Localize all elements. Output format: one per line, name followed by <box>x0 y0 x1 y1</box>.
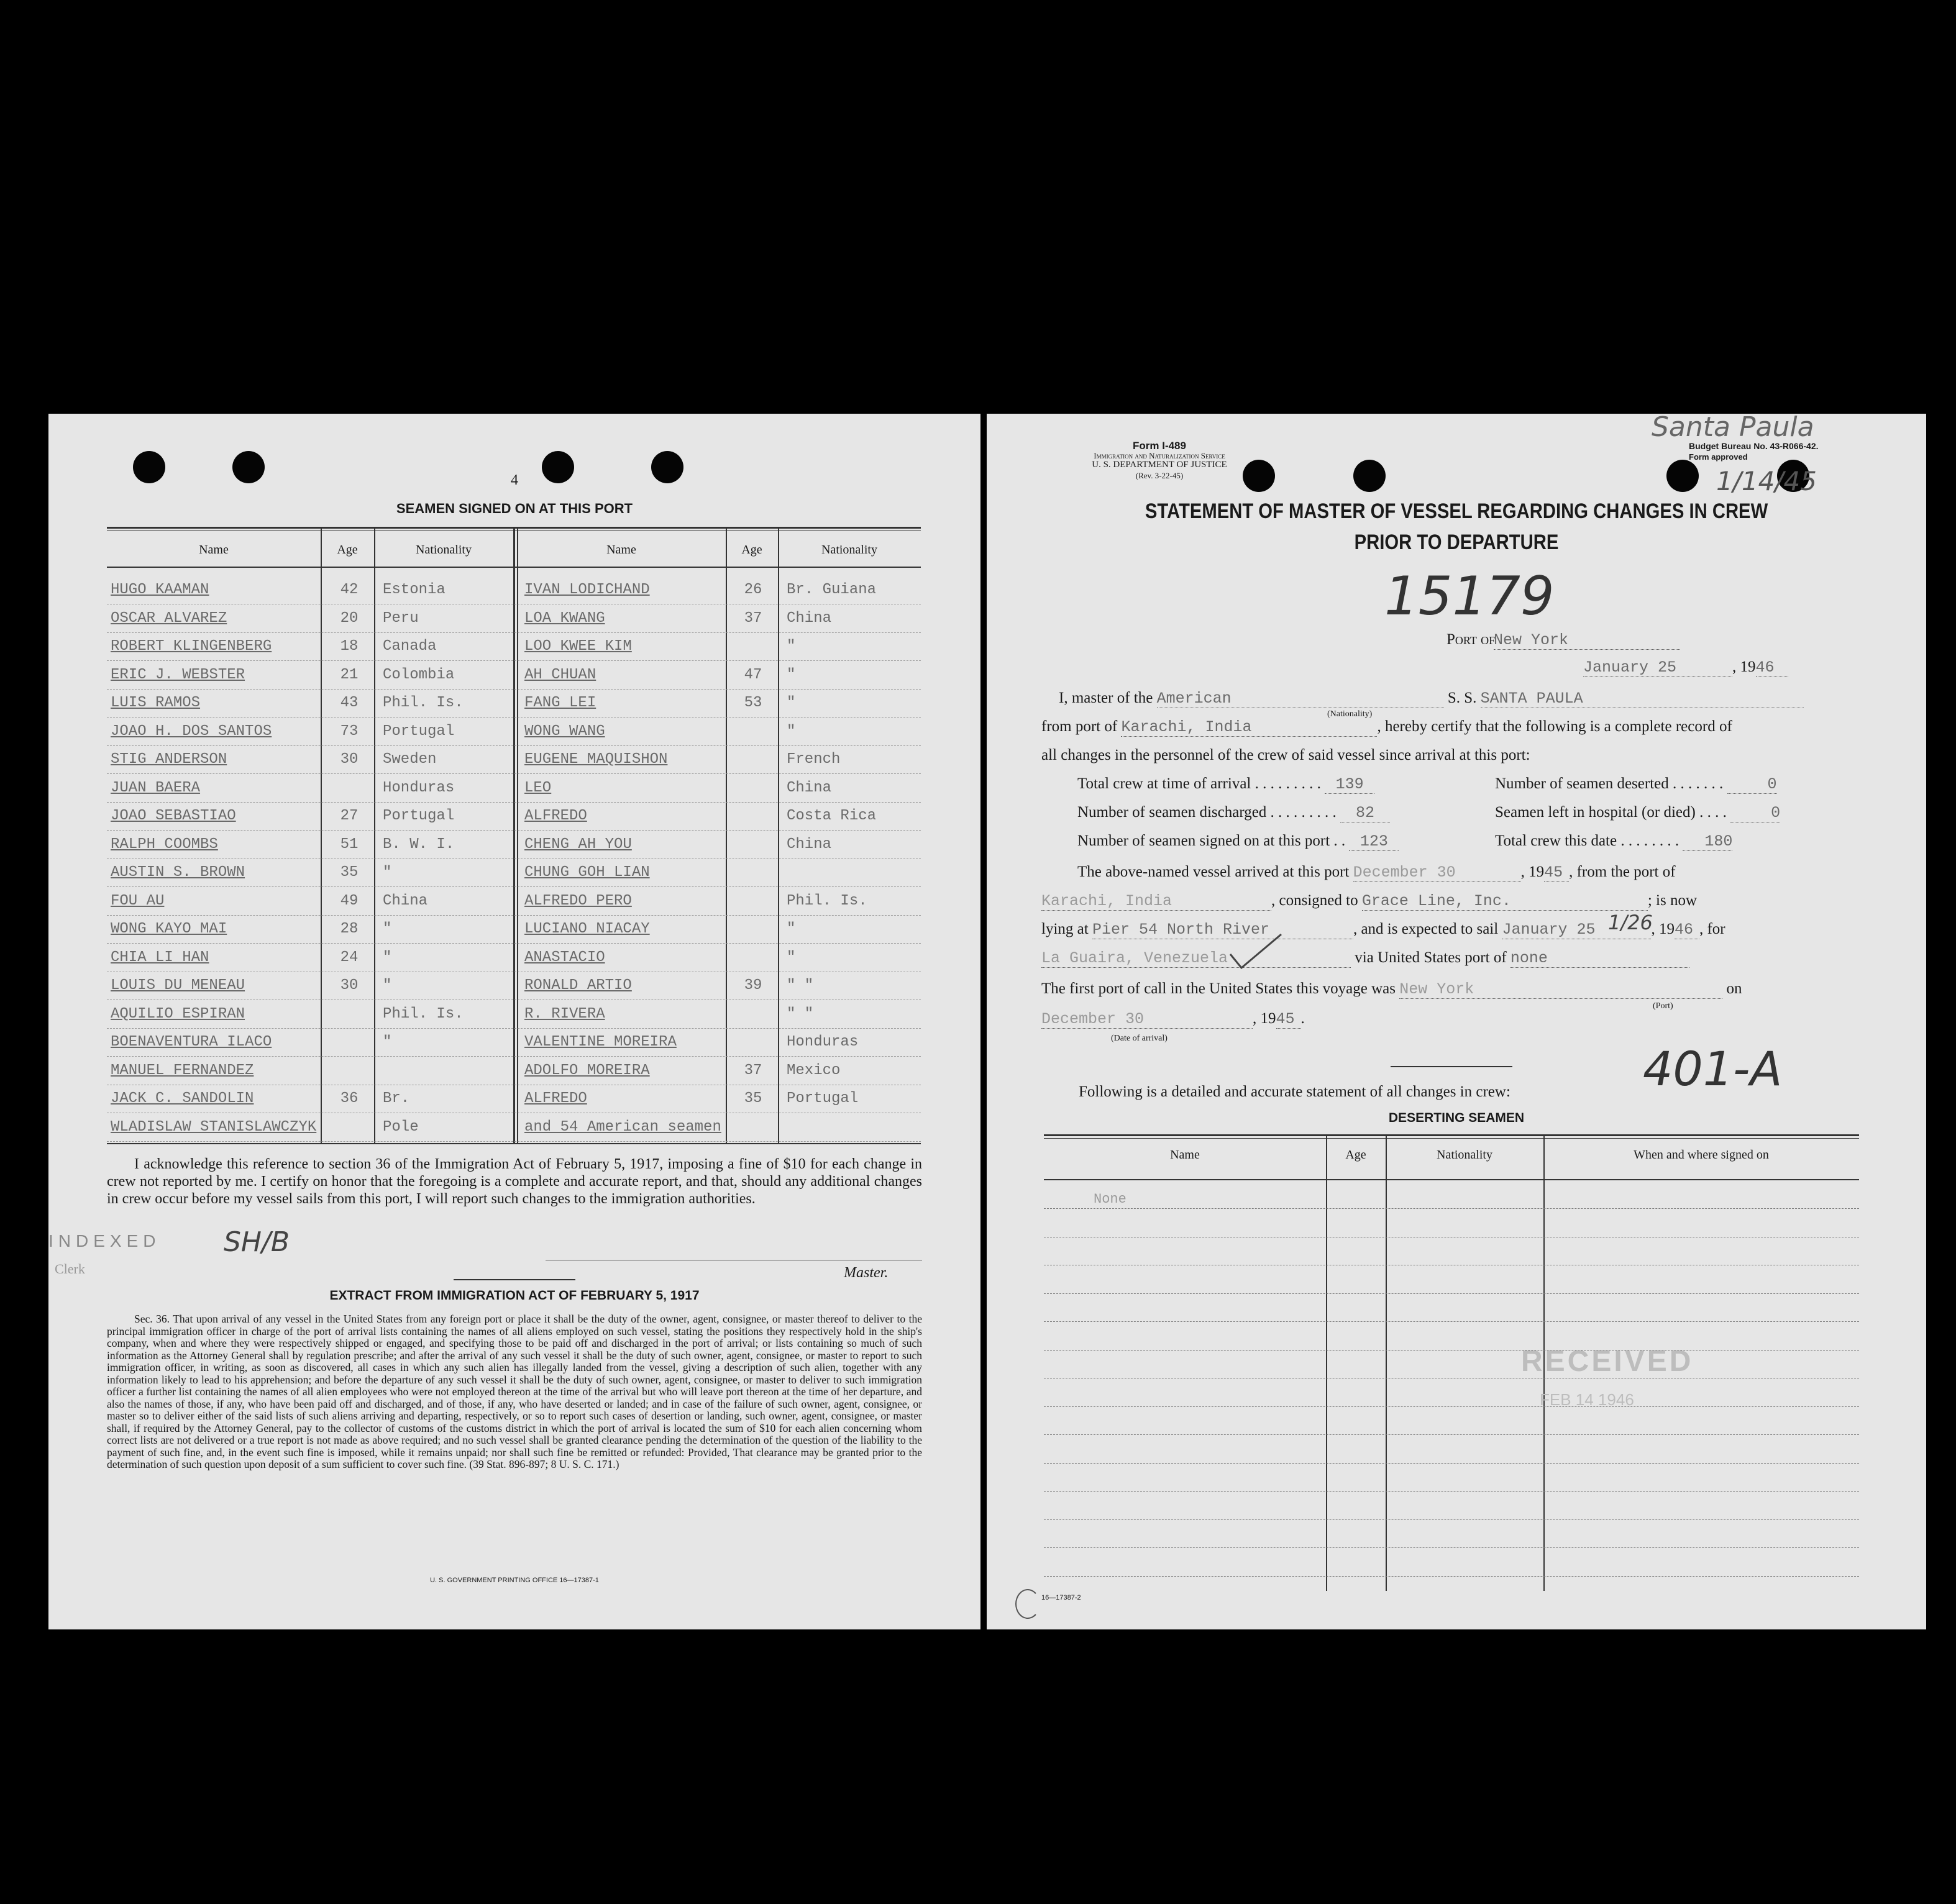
master-label: Master. <box>844 1265 889 1281</box>
crew-nationality: Phil. Is. <box>383 695 464 711</box>
extract-text: Sec. 36. That upon arrival of any vessel in the United States from any foreign port or place it shall be the duty of the owner, agent, consignee, or master thereof to deliver to the principal immigration officer in charge of the port of arrival lists containing the names of all aliens employed on such vessel, stating the positions they respectively hold in the ship's company, when and where they were respectively shipped or engaged, and specifying those to be paid off and discharged in the port of arrival; or lists containing so much of such information as the Attorney General shall by regulation prescribe; and after the arrival of any such vessel it shall be the duty of such owner, agent, consignee, or master to report to such immigration officer, in writing, as soon as discovered, all cases in which any such alien has illegally landed from the vessel, giving a description of such alien, together with any information likely to lead to his apprehension; and before the departure of any such vessel it shall be the duty of such owner, agent, consignee, or master to deliver to such immigration officer a further list containing the names of all alien employees who were not employed thereon at the time of the arrival but who will leave port thereon at the time of her departure, and also the names of those, if any, who have been paid off and discharged, and of those, if any, who have deserted or landed; and in case of the failure of such owner, agent, consignee, or master so to deliver either of the said lists of such aliens arriving and departing, respectively, or so to report such cases of desertion or landing, such owner, agent, consignee, or master shall, if required by the Attorney General, pay to the collector of customs of the customs district in which the port of arrival is located the sum of $10 for each alien concerning whom correct lists are not delivered or a true report is not made as above required; and no such vessel shall be granted clearance pending the determination of the question of the liability to the payment of such fine, and, in the event such fine is imposed, while it remains unpaid; nor shall such fine be remitted or refunded: Provided, That clearance may be granted prior to the determination of such question upon deposit of a sum sufficient to cover such fine. (39 Stat. 896-897; 8 U. S. C. 171.) <box>107 1313 922 1470</box>
table-row <box>107 632 921 661</box>
ss-label: S. S. <box>1447 690 1477 706</box>
crew-table <box>107 527 921 1144</box>
handwritten-code: 401-A <box>1643 1041 1783 1096</box>
right-page: Form I-489 Immigration and Naturalization Service U. S. DEPARTMENT OF JUSTICE (Rev. 3-22-45) Budget Bureau No. 43-R066-42. Form approved Santa Paula 1/14/45 STATEMENT OF MASTER OF VESSEL REGARDING CHANGES IN CREW PRIOR TO DEPARTURE 15179 Port of New York January 25 , 1946 I, master of the American S. S. SANTA PAULA (Nationality) from port of Karachi, India , hereby certify that the following is a complete record of all changes in the personnel of the crew of said vessel since arrival at this port: Total crew at time of arrival . . . . . . . . . 139 Number of seamen discharged . . . . . . . . . 82 Number of seamen signed on at this port . . 123 Number of seamen deserted . . . . . . . 0 Seamen left in hospital (or died) . . . . 0 Total crew this date . . . . . . . . 180 The above-named vessel arrived at this port December 30 , 1945 , from the port of Karachi, India , consigned to Grace Line, Inc. ; is now lying at Pier 54 North River , and is expected to sail January 25 , 1946 , for 1/26 La Guaira, Venezuela via United States port of none The first port of call in the United States this voyage was New York on (Port) December 30 , 1945 . (Date of arrival) Following is a detailed and accurate statement of all changes in crew: 401-A DESERTING SEAMEN Name Age Nationality When and where signed on None RECEIVED FEB 14 1946 16—17387-2 <box>987 414 1926 1629</box>
crew-nationality: Pole <box>383 1118 419 1136</box>
crew-name: LEO <box>524 779 552 796</box>
port-label: Port of <box>1446 631 1496 648</box>
handwritten-date: 1/14/45 <box>1716 466 1817 496</box>
crew-name: RALPH COOMBS <box>111 836 218 853</box>
crew-name: CHIA LI HAN <box>111 949 209 966</box>
total-this-date-value: 180 <box>1683 832 1732 851</box>
crew-name: R. RIVERA <box>524 1005 605 1023</box>
sail-date-value: January 25 <box>1502 921 1651 939</box>
crew-name: LUIS RAMOS <box>111 695 201 711</box>
crew-nationality: Mexico <box>787 1062 841 1079</box>
crew-nationality: Portugal <box>383 808 455 824</box>
crew-name: LOO KWEE KIM <box>524 638 632 655</box>
total-crew-arrival-label: Total crew at time of arrival <box>1077 775 1251 792</box>
crew-nationality: B. W. I. <box>383 836 455 853</box>
crew-nationality: " " <box>787 1005 814 1023</box>
crew-name: JUAN BAERA <box>111 779 201 796</box>
crew-age: 42 <box>340 581 359 598</box>
certify-text: , hereby certify that the following is a complete record of <box>1377 718 1732 735</box>
page-number: 4 <box>511 472 518 488</box>
column-header: Name <box>1170 1148 1200 1162</box>
crew-name: ROBERT KLINGENBERG <box>111 638 272 655</box>
handwritten-sail-date: 1/26 <box>1608 911 1653 934</box>
table-row <box>107 745 921 774</box>
crew-name: ANASTACIO <box>524 949 605 966</box>
crew-nationality: Costa Rica <box>787 808 877 824</box>
deserting-row-line <box>1044 1293 1859 1294</box>
crew-name: LOA KWANG <box>524 609 605 627</box>
crew-name: VALENTINE MOREIRA <box>524 1034 677 1050</box>
extract-title: EXTRACT FROM IMMIGRATION ACT OF FEBRUARY 5, 1917 <box>329 1288 700 1303</box>
on-label: on <box>1726 980 1742 997</box>
date-of-arrival-caption: (Date of arrival) <box>1111 1034 1168 1043</box>
table-row <box>107 914 921 944</box>
crew-nationality: Canada <box>383 638 437 655</box>
deserting-row-line <box>1044 1490 1859 1492</box>
crew-name: JOAO H. DOS SANTOS <box>111 722 272 740</box>
table-row <box>107 830 921 859</box>
nationality-value: American <box>1157 690 1444 708</box>
received-stamp-date: FEB 14 1946 <box>1540 1390 1634 1409</box>
crew-name: LUCIANO NIACAY <box>524 921 650 937</box>
total-crew-arrival-value: 139 <box>1325 775 1374 794</box>
deserting-row-line <box>1044 1236 1859 1237</box>
table-row <box>107 688 921 717</box>
nationality-caption: (Nationality) <box>1327 709 1373 719</box>
column-header: Nationality <box>821 543 877 557</box>
crew-nationality: Br. <box>383 1090 410 1107</box>
handwritten-initials: SH/B <box>224 1226 290 1258</box>
total-this-date-label: Total crew this date <box>1495 832 1617 849</box>
first-arrival-date-value: December 30 <box>1041 1010 1253 1029</box>
port-caption: (Port) <box>1653 1001 1673 1011</box>
for-label: , for <box>1699 921 1725 937</box>
deserting-row-line <box>1044 1321 1859 1322</box>
divider-rule <box>454 1279 575 1280</box>
deserted-value: 0 <box>1727 775 1777 794</box>
crew-name: ALFREDO <box>524 1090 587 1107</box>
deserting-row-line <box>1044 1434 1859 1435</box>
following-text: Following is a detailed and accurate statement of all changes in crew: <box>1079 1083 1510 1100</box>
crew-nationality: " <box>787 666 796 683</box>
table-row <box>107 1084 921 1113</box>
deserted-label: Number of seamen deserted <box>1495 775 1669 792</box>
acknowledgement-text: I acknowledge this reference to section 36 of the Immigration Act of February 5, 1917, imposing a fine of $10 for each change in crew not reported by me. I certify on honor that the foregoing is a complete and accurate report, and that, should any additional changes in crew occur before my vessel sails from this port, I will report such changes to the immigration authorities. <box>107 1156 922 1207</box>
crew-age: 20 <box>340 609 359 627</box>
table-row <box>107 660 921 690</box>
crew-name: ALFREDO PERO <box>524 892 632 909</box>
column-header: Age <box>741 543 762 557</box>
punch-hole <box>1666 460 1699 492</box>
signed-on-value: 123 <box>1349 832 1399 851</box>
crew-name: JOAO SEBASTIAO <box>111 808 236 824</box>
printer-line: 16—17387-2 <box>1041 1594 1081 1601</box>
revision-line: (Rev. 3-22-45) <box>1135 471 1184 480</box>
crew-nationality: Sweden <box>383 751 437 768</box>
crew-nationality: Phil. Is. <box>383 1005 464 1023</box>
crew-age: 21 <box>340 666 359 683</box>
deserting-row-line <box>1044 1519 1859 1520</box>
department-line: U. S. DEPARTMENT OF JUSTICE <box>1092 460 1227 470</box>
crew-name: ERIC J. WEBSTER <box>111 666 245 683</box>
crew-name: CHUNG GOH LIAN <box>524 864 650 881</box>
lying-at-label: lying at <box>1041 921 1089 937</box>
expected-label: , and is expected to sail <box>1353 921 1499 937</box>
signed-on-label: Number of seamen signed on at this port <box>1077 832 1330 849</box>
crew-nationality: Phil. Is. <box>787 892 867 909</box>
margin-mark <box>1015 1589 1040 1619</box>
crew-age: 26 <box>744 581 762 598</box>
crew-age: 37 <box>744 1062 762 1079</box>
crew-name: FOU AU <box>111 892 165 909</box>
via-label: via United States port of <box>1355 949 1507 966</box>
deserting-row-line <box>1044 1264 1859 1265</box>
year-value: 46 <box>1756 658 1788 677</box>
first-port-value: New York <box>1399 980 1722 999</box>
crew-name: LOUIS DU MENEAU <box>111 977 245 994</box>
checkmark-icon <box>1228 933 1284 970</box>
column-header: Age <box>1345 1148 1366 1162</box>
crew-age: 73 <box>340 722 359 740</box>
crew-age: 27 <box>340 808 359 824</box>
destination-value: La Guaira, Venezuela <box>1041 949 1351 968</box>
table-row <box>107 943 921 972</box>
deserting-row-line <box>1044 1208 1859 1209</box>
crew-name: WONG WANG <box>524 722 605 740</box>
deserting-row-line <box>1044 1547 1859 1548</box>
agency-line: Immigration and Naturalization Service <box>1094 451 1225 460</box>
crew-nationality: " <box>383 1034 392 1050</box>
from-port-of-label: , from the port of <box>1569 863 1676 880</box>
table-row <box>107 801 921 831</box>
deserting-row-line <box>1044 1575 1859 1577</box>
column-header: When and where signed on <box>1634 1148 1769 1162</box>
is-now-label: ; is now <box>1647 892 1698 909</box>
crew-name: EUGENE MAQUISHON <box>524 751 668 768</box>
crew-nationality: Estonia <box>383 581 446 598</box>
arrived-from-value: Karachi, India <box>1041 892 1271 911</box>
column-divider <box>1326 1134 1327 1591</box>
column-header: Nationality <box>1437 1148 1492 1162</box>
via-port-value: none <box>1510 949 1689 968</box>
crew-nationality: " <box>383 864 392 881</box>
crew-age: 35 <box>744 1090 762 1107</box>
hospital-value: 0 <box>1730 804 1780 822</box>
crew-age: 53 <box>744 695 762 711</box>
deserting-entry: None <box>1094 1191 1127 1207</box>
table-row <box>107 604 921 633</box>
deserting-row-line <box>1044 1406 1859 1407</box>
consigned-label: , consigned to <box>1271 892 1358 909</box>
crew-name: RONALD ARTIO <box>524 977 632 994</box>
column-header: Name <box>199 543 229 557</box>
crew-name: FANG LEI <box>524 695 596 711</box>
column-divider <box>1386 1134 1387 1591</box>
crew-age: 28 <box>340 921 359 937</box>
crew-name: AQUILIO ESPIRAN <box>111 1005 245 1023</box>
indexed-stamp-clerk: Clerk <box>55 1261 85 1277</box>
column-header: Name <box>606 543 636 557</box>
port-value: New York <box>1494 631 1680 650</box>
crew-name: BOENAVENTURA ILACO <box>111 1034 272 1050</box>
crew-name: WONG KAYO MAI <box>111 921 227 937</box>
sail-year-value: 46 <box>1675 921 1699 939</box>
crew-age: 24 <box>340 949 359 966</box>
from-port-label: from port of <box>1041 718 1118 735</box>
section-title: SEAMEN SIGNED ON AT THIS PORT <box>396 501 633 516</box>
lying-at-value: Pier 54 North River <box>1092 921 1353 939</box>
header-rule <box>1044 1179 1859 1180</box>
table-top-rule <box>1044 1134 1859 1136</box>
table-row <box>107 773 921 803</box>
crew-nationality: China <box>383 892 428 909</box>
hospital-label: Seamen left in hospital (or died) <box>1495 804 1696 821</box>
discharged-label: Number of seamen discharged <box>1077 804 1267 821</box>
crew-age: 49 <box>340 892 359 909</box>
table-row <box>107 858 921 887</box>
column-header: Nationality <box>416 543 472 557</box>
left-page <box>48 414 980 1629</box>
table-row <box>107 886 921 916</box>
year-prefix: , 19 <box>1732 658 1756 675</box>
crew-nationality: Portugal <box>383 722 455 740</box>
crew-name: JACK C. SANDOLIN <box>111 1090 254 1107</box>
crew-nationality: " <box>383 921 392 937</box>
crew-name: STIG ANDERSON <box>111 751 227 768</box>
crew-nationality: China <box>787 609 832 627</box>
crew-name: OSCAR ALVAREZ <box>111 609 227 627</box>
crew-age: 47 <box>744 666 762 683</box>
deserting-row-line <box>1044 1349 1859 1351</box>
crew-nationality: " <box>787 638 796 655</box>
crew-age: 43 <box>340 695 359 711</box>
table-row <box>107 1056 921 1085</box>
crew-age: 39 <box>744 977 762 994</box>
deserting-table <box>1044 1134 1859 1591</box>
arrived-year-value: 45 <box>1544 863 1569 882</box>
form-number: Form I-489 <box>1133 440 1186 452</box>
form-approved: Form approved <box>1689 452 1748 462</box>
crew-name: IVAN LODICHAND <box>524 581 650 598</box>
form-subtitle: PRIOR TO DEPARTURE <box>1354 531 1559 554</box>
crew-age: 37 <box>744 609 762 627</box>
certify-text-2: all changes in the personnel of the crew of said vessel since arrival at this port: <box>1041 747 1530 763</box>
punch-hole <box>1353 460 1386 492</box>
from-port-value: Karachi, India <box>1121 718 1377 737</box>
crew-name: AH CHUAN <box>524 666 596 683</box>
crew-nationality: Peru <box>383 609 419 627</box>
table-row <box>107 971 921 1000</box>
crew-nationality: China <box>787 836 832 853</box>
crew-name: MANUEL FERNANDEZ <box>111 1062 254 1079</box>
table-row <box>107 1113 921 1142</box>
handwritten-vessel-name: Santa Paula <box>1652 411 1814 443</box>
table-row <box>107 575 921 604</box>
column-header: Age <box>337 543 358 557</box>
table-top-rule <box>1044 1138 1859 1139</box>
crew-nationality: Colombia <box>383 666 455 683</box>
indexed-stamp: INDEXED <box>48 1231 161 1250</box>
crew-age: 30 <box>340 977 359 994</box>
deserting-row-line <box>1044 1462 1859 1464</box>
table-row <box>107 717 921 746</box>
consignee-value: Grace Line, Inc. <box>1362 892 1648 911</box>
crew-age: 30 <box>340 751 359 768</box>
printer-line: U. S. GOVERNMENT PRINTING OFFICE 16—17387-1 <box>430 1577 599 1584</box>
crew-age: 18 <box>340 638 359 655</box>
crew-age: 51 <box>340 836 359 853</box>
first-port-label: The first port of call in the United States this voyage was <box>1041 980 1396 997</box>
discharged-value: 82 <box>1340 804 1390 822</box>
date-value: January 25 <box>1583 658 1732 677</box>
crew-nationality: " <box>787 921 796 937</box>
crew-name: and 54 American seamen <box>524 1118 721 1136</box>
crew-name: ALFREDO <box>524 808 587 824</box>
received-stamp: RECEIVED <box>1521 1345 1694 1378</box>
crew-nationality: French <box>787 751 841 768</box>
crew-nationality: " <box>787 695 796 711</box>
master-of-label: I, master of the <box>1059 690 1153 706</box>
deserting-row-line <box>1044 1377 1859 1378</box>
crew-nationality: " <box>787 722 796 740</box>
crew-name: CHENG AH YOU <box>524 836 632 853</box>
budget-bureau-line: Budget Bureau No. 43-R066-42. <box>1689 441 1819 451</box>
handwritten-file-number: 15179 <box>1384 565 1555 627</box>
form-title: STATEMENT OF MASTER OF VESSEL REGARDING CHANGES IN CREW <box>1145 499 1768 523</box>
first-arrival-year-value: 45 <box>1276 1010 1301 1029</box>
crew-nationality: Portugal <box>787 1090 859 1107</box>
crew-name: HUGO KAAMAN <box>111 581 209 598</box>
crew-nationality: China <box>787 779 832 796</box>
crew-name: AUSTIN S. BROWN <box>111 864 245 881</box>
crew-nationality: " <box>787 949 796 966</box>
arrived-label: The above-named vessel arrived at this port <box>1077 863 1350 880</box>
crew-nationality: " " <box>787 977 814 994</box>
divider-rule <box>1391 1066 1512 1067</box>
crew-age: 36 <box>340 1090 359 1107</box>
crew-nationality: Honduras <box>383 779 455 796</box>
crew-nationality: Br. Guiana <box>787 581 877 598</box>
table-row <box>107 1000 921 1029</box>
crew-nationality: Honduras <box>787 1034 859 1050</box>
vessel-name-value: SANTA PAULA <box>1481 690 1804 708</box>
deserting-title: DESERTING SEAMEN <box>1388 1111 1525 1125</box>
crew-nationality: " <box>383 977 392 994</box>
crew-age: 35 <box>340 864 359 881</box>
crew-name: ADOLFO MOREIRA <box>524 1062 650 1079</box>
table-row <box>107 1027 921 1057</box>
crew-nationality: " <box>383 949 392 966</box>
arrived-date-value: December 30 <box>1353 863 1521 882</box>
crew-name: WLADISLAW STANISLAWCZYK <box>111 1118 317 1136</box>
